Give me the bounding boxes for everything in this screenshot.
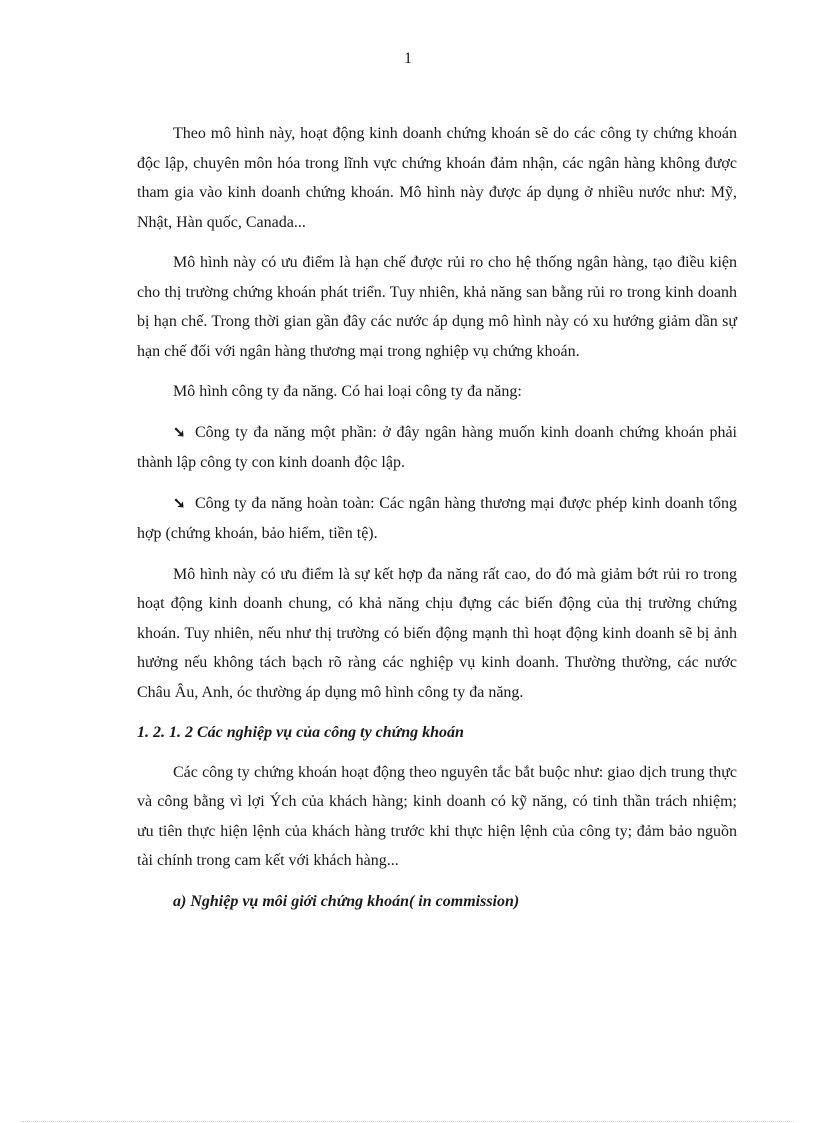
arrow-bullet-icon: ➘ xyxy=(173,495,186,512)
section-heading: 1. 2. 1. 2 Các nghiệp vụ của công ty chứng khoán xyxy=(137,724,464,741)
document-body xyxy=(137,119,737,916)
list-item-text: Công ty đa năng một phần: ở đây ngân hàng muốn kinh doanh chứng khoán phải thành lập công ty con kinh doanh độc lập. xyxy=(137,423,737,471)
paragraph-separate-model: Theo mô hình này, hoạt động kinh doanh chứng khoán sẽ do các công ty chứng khoán độc lập, chuyên môn hóa trong lĩnh vực chứng khoán đảm nhận, các ngân hàng không được tham gia vào kinh doanh chứng khoán. Mô hình này được áp dụng ở nhiều nước như: Mỹ, Nhật, Hàn quốc, Canada... xyxy=(137,125,737,231)
arrow-bullet-icon: ➘ xyxy=(173,424,186,441)
subsection-heading: a) Nghiệp vụ môi giới chứng khoán( in commission) xyxy=(173,892,520,910)
paragraph-universal-model-advantages: Mô hình này có ưu điểm là sự kết hợp đa năng rất cao, do đó mà giảm bớt rủi ro trong hoạt động kinh doanh chung, có khả năng chịu đựng các biến động của thị trường chứng khoán. Tuy nhiên, nếu như thị trường có biến động mạnh thì hoạt động kinh doanh sẽ bị ảnh hưởng nếu không tách bạch rõ ràng các nghiệp vụ kinh doanh. Thường thường, các nước Châu Âu, Anh, óc thường áp dụng mô hình công ty đa năng. xyxy=(137,565,737,701)
list-item xyxy=(137,418,737,478)
paragraph-operations-principles: Các công ty chứng khoán hoạt động theo nguyên tắc bắt buộc như: giao dịch trung thực và công bằng vì lợi Ých của khách hàng; kinh doanh có kỹ năng, có tinh thần trách nhiệm; ưu tiên thực hiện lệnh của khách hàng trước khi thực hiện lệnh của công ty; đảm bảo nguồn tài chính trong cam kết với khách hàng... xyxy=(137,763,737,869)
page-bottom-divider xyxy=(22,1121,794,1122)
paragraph-universal-model-intro: Mô hình công ty đa năng. Có hai loại công ty đa năng: xyxy=(173,383,522,400)
list-item xyxy=(137,489,737,549)
paragraph-separate-model-advantages: Mô hình này có ưu điểm là hạn chế được rủi ro cho hệ thống ngân hàng, tạo điều kiện cho thị trường chứng khoán phát triển. Tuy nhiên, khả năng san bằng rủi ro trong kinh doanh bị hạn chế. Trong thời gian gần đây các nước áp dụng mô hình này có xu hướng giảm dần sự hạn chế đối với ngân hàng thương mại trong nghiệp vụ chứng khoán. xyxy=(137,254,737,360)
list-item-text: Công ty đa năng hoàn toàn: Các ngân hàng thương mại được phép kinh doanh tổng hợp (chứng khoán, bảo hiểm, tiền tệ). xyxy=(137,494,737,542)
page-number: 1 xyxy=(404,50,412,67)
